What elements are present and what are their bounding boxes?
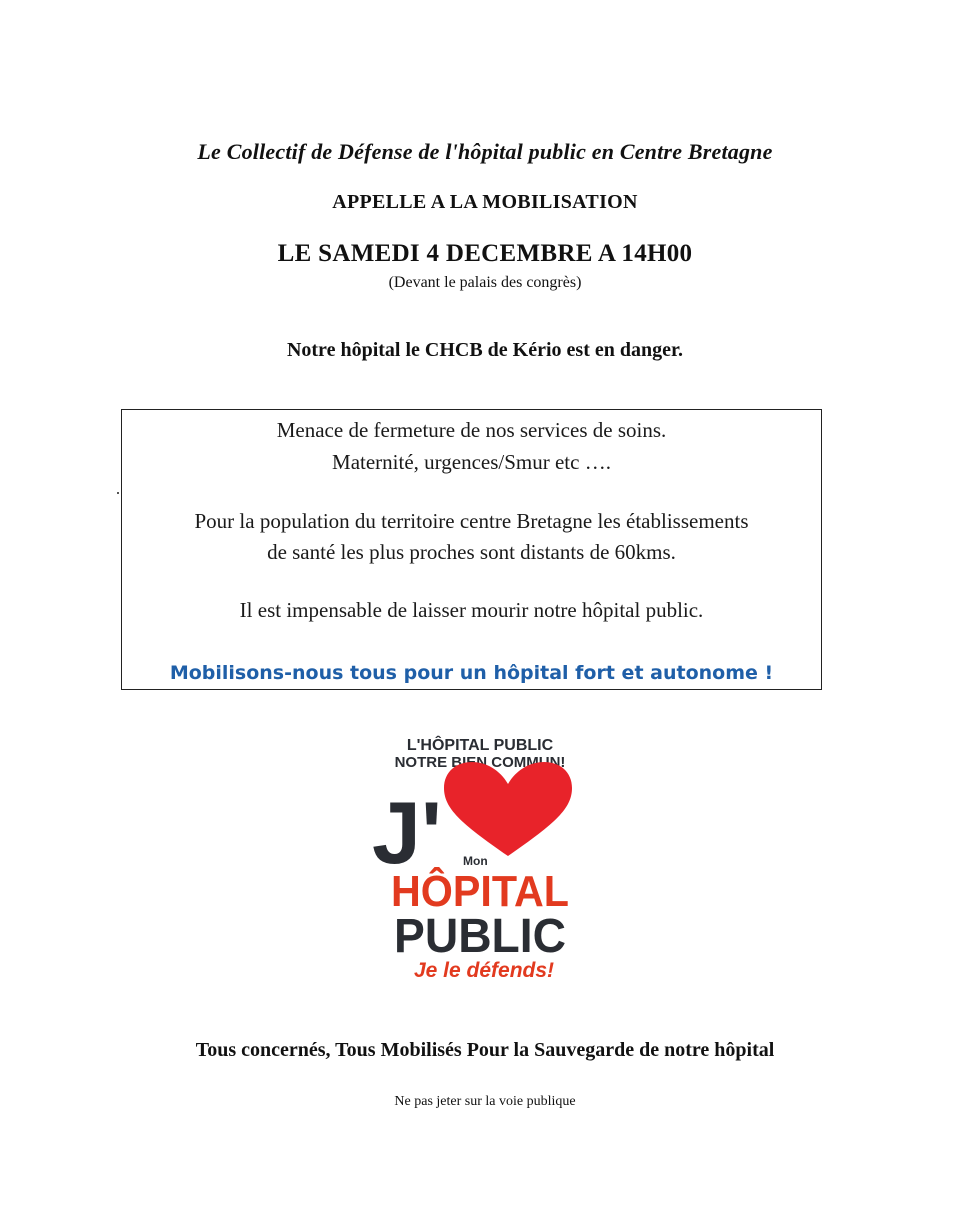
- footer-notice: Ne pas jeter sur la voie publique: [394, 1094, 576, 1109]
- event-location: (Devant le palais des congrès): [388, 274, 582, 291]
- box-line-impensable: Il est impensable de laisser mourir notre hôpital public.: [239, 598, 704, 622]
- scan-mark: [117, 492, 119, 494]
- logo-text-public: PUBLIC: [394, 910, 566, 963]
- logo-graphic: [360, 728, 600, 988]
- box-line-services: Maternité, urgences/Smur etc ….: [332, 450, 611, 474]
- logo-text-mon: Mon: [463, 854, 488, 868]
- mobilisation-call: APPELLE A LA MOBILISATION: [332, 191, 638, 213]
- box-line-population: Pour la population du territoire centre Bretagne les établissements: [194, 509, 749, 533]
- message-box: [121, 409, 822, 690]
- logo-text-hopital: HÔPITAL: [391, 867, 581, 916]
- logo-text-j: J': [372, 783, 442, 882]
- box-line-distance: de santé les plus proches sont distants de 60kms.: [267, 540, 676, 564]
- box-call-to-action: Mobilisons-nous tous pour un hôpital fort et autonome !: [169, 662, 774, 684]
- event-date: LE SAMEDI 4 DECEMBRE A 14H00: [277, 240, 693, 267]
- heart-icon: [444, 762, 572, 856]
- collectif-heading: Le Collectif de Défense de l'hôpital public en Centre Bretagne: [197, 139, 773, 164]
- footer-tagline: Tous concernés, Tous Mobilisés Pour la Sauvegarde de notre hôpital: [195, 1039, 775, 1061]
- logo-text-defends: Je le défends!: [413, 959, 555, 982]
- logo-text-top2: NOTRE BIEN COMMUN!: [394, 754, 566, 771]
- hopital-public-logo: [360, 728, 600, 988]
- box-line-threat: Menace de fermeture de nos services de soins.: [276, 418, 667, 442]
- danger-statement: Notre hôpital le CHCB de Kério est en danger.: [286, 339, 684, 361]
- logo-text-top1: L'HÔPITAL PUBLIC: [406, 737, 554, 754]
